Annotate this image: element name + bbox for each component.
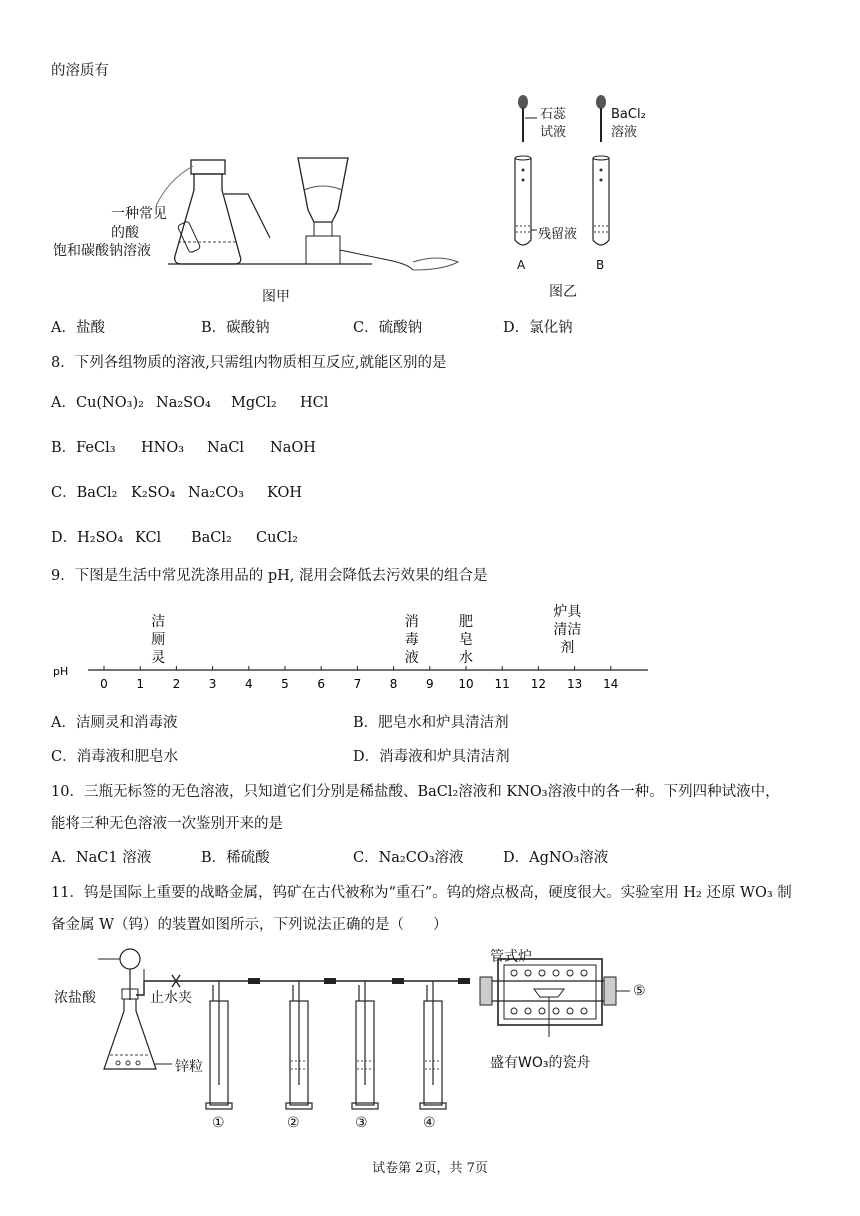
q10-option-d: D．AgNO₃溶液 xyxy=(503,850,609,866)
label-porcelain-boat: 盛有WO₃的瓷舟 xyxy=(490,1055,591,1071)
q8-b-4: NaOH xyxy=(270,440,316,456)
ph-tick-label: 2 xyxy=(172,677,181,691)
label-num-1: ① xyxy=(212,1115,225,1131)
ph-tick-label: 14 xyxy=(603,677,619,691)
ph-tick-label: 6 xyxy=(317,677,326,691)
q8-stem: 8．下列各组物质的溶液,只需组内物质相互反应,就能区别的是 xyxy=(51,355,447,371)
q11-stem-line2: 备金属 W（钨）的装置如图所示，下列说法正确的是（ ） xyxy=(51,917,448,933)
q10-stem-line1: 10．三瓶无标签的无色溶液，只知道它们分别是稀盐酸、BaCl₂溶液和 KNO₃溶液中的各一种。下列四种试液中， xyxy=(51,784,780,800)
label-acid-line2: 的酸 xyxy=(111,225,139,241)
ph-tick-label: 11 xyxy=(494,677,510,691)
q8-b-2: HNO₃ xyxy=(141,440,185,456)
label-num-5: ⑤ xyxy=(633,983,646,999)
label-bacl2-line1: BaCl₂ xyxy=(611,107,646,122)
figure-jia-caption: 图甲 xyxy=(262,289,290,305)
q8-d-1: D．H₂SO₄ xyxy=(51,530,124,546)
q9-option-d: D．消毒液和炉具清洁剂 xyxy=(353,749,510,765)
ph-scale-chart xyxy=(48,600,658,695)
q10-stem-line2: 能将三种无色溶液一次鉴别开来的是 xyxy=(51,816,283,832)
q8-d-4: CuCl₂ xyxy=(256,530,298,546)
q7-option-c: C．硫酸钠 xyxy=(353,320,423,336)
figure-yi-caption: 图乙 xyxy=(549,284,577,300)
ph-tick-label: 8 xyxy=(389,677,398,691)
q9-stem: 9．下图是生活中常见洗涤用品的 pH, 混用会降低去污效果的组合是 xyxy=(51,568,488,584)
ph-tick-label: 5 xyxy=(281,677,289,691)
label-sodium-carbonate: 饱和碳酸钠溶液 xyxy=(53,243,151,259)
ph-product-label: 剂 xyxy=(560,640,575,656)
ph-tick-label: 4 xyxy=(244,677,253,691)
q8-b-1: B．FeCl₃ xyxy=(51,440,116,456)
q9-option-c: C．消毒液和肥皂水 xyxy=(51,749,179,765)
label-bacl2-line2: 溶液 xyxy=(611,125,638,140)
ph-product-label: 消 xyxy=(404,614,419,630)
q10-option-a: A．NaC1 溶液 xyxy=(51,850,152,866)
q11-stem-line1: 11．钨是国际上重要的战略金属，钨矿在古代被称为“重石”。钨的熔点极高，硬度很大。实验室用 H₂ 还原 WO₃ 制 xyxy=(51,885,792,901)
ph-product-label: 洁 xyxy=(151,614,166,630)
ph-tick-label: 7 xyxy=(353,677,362,691)
ph-product-label: 清洁 xyxy=(553,622,582,638)
ph-tick-label: 10 xyxy=(458,677,474,691)
q8-c-3: Na₂CO₃ xyxy=(188,485,244,501)
q7-option-a: A．盐酸 xyxy=(51,320,105,336)
q10-option-b: B．稀硫酸 xyxy=(201,850,270,866)
page-footer: 试卷第 2页，共 7页 xyxy=(372,1161,488,1176)
q9-option-b: B．肥皂水和炉具清洁剂 xyxy=(353,715,509,731)
q8-a-1: A．Cu(NO₃)₂ xyxy=(51,395,144,411)
q8-c-2: K₂SO₄ xyxy=(131,485,176,501)
q9-option-a: A．洁厕灵和消毒液 xyxy=(51,715,178,731)
ph-tick-label: 0 xyxy=(100,677,108,691)
q7-option-b: B．碳酸钠 xyxy=(201,320,270,336)
label-residue: 残留液 xyxy=(538,227,578,242)
q7-option-d: D．氯化钠 xyxy=(503,320,573,336)
q8-a-3: MgCl₂ xyxy=(231,395,277,411)
ph-tick-label: 3 xyxy=(208,677,217,691)
q10-option-c: C．Na₂CO₃溶液 xyxy=(353,850,464,866)
label-litmus-line1: 石蕊 xyxy=(540,107,567,122)
ph-product-label: 灵 xyxy=(151,650,166,666)
ph-product-label: 液 xyxy=(404,650,419,666)
label-furnace: 管式炉 xyxy=(490,949,532,965)
label-acid-line1: 一种常见 xyxy=(111,206,167,222)
ph-product-label: 水 xyxy=(459,650,473,666)
q8-a-4: HCl xyxy=(300,395,329,411)
label-conc-hcl: 浓盐酸 xyxy=(54,990,96,1006)
q8-a-2: Na₂SO₄ xyxy=(156,395,211,411)
label-num-2: ② xyxy=(287,1115,300,1131)
ph-product-label: 肥 xyxy=(459,614,473,630)
ph-product-label: 厕 xyxy=(151,632,166,648)
ph-tick-label: 1 xyxy=(136,677,145,691)
ph-product-label: 毒 xyxy=(404,632,419,648)
q8-c-4: KOH xyxy=(267,485,302,501)
label-num-3: ③ xyxy=(355,1115,368,1131)
label-tube-b: B xyxy=(596,258,605,272)
q8-c-1: C．BaCl₂ xyxy=(51,485,118,501)
q8-d-2: KCl xyxy=(135,530,162,546)
q8-b-3: NaCl xyxy=(207,440,245,456)
label-num-4: ④ xyxy=(423,1115,436,1131)
ph-tick-label: 9 xyxy=(425,677,434,691)
label-zinc: 锌粒 xyxy=(175,1059,203,1075)
ph-tick-label: 12 xyxy=(530,677,547,691)
figure-q11-apparatus xyxy=(48,945,688,1130)
ph-axis-label: pH xyxy=(53,665,69,678)
q8-d-3: BaCl₂ xyxy=(191,530,232,546)
question-intro-tail: 的溶质有 xyxy=(51,63,109,79)
ph-product-label: 炉具 xyxy=(553,604,582,620)
ph-product-label: 皂 xyxy=(459,632,473,648)
label-litmus-line2: 试液 xyxy=(540,125,567,140)
ph-tick-label: 13 xyxy=(566,677,583,691)
label-tube-a: A xyxy=(517,258,526,272)
label-clamp: 止水夹 xyxy=(150,990,192,1006)
